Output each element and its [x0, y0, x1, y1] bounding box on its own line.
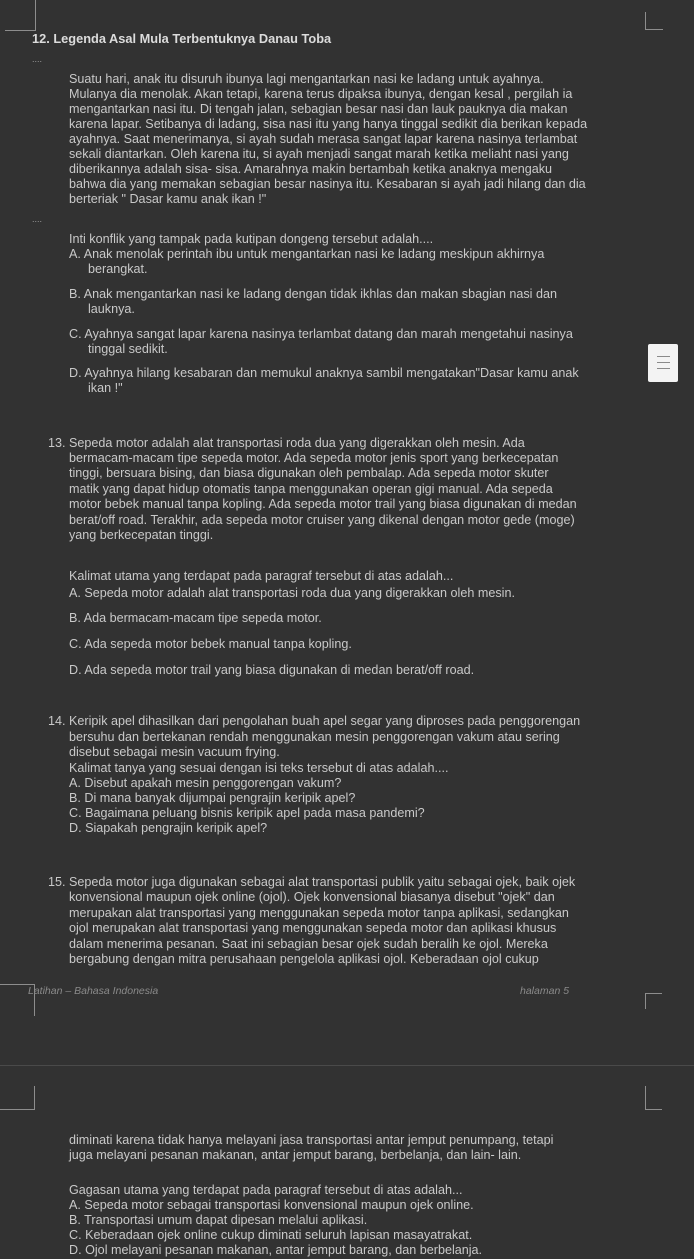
ellipsis: .... [32, 54, 43, 64]
passage-line: sekali diantarkan. Oleh karena itu, si ayah menjadi sangat marah ketika meliaht nasi yang [69, 147, 569, 161]
option-b: B. Transportasi umum dapat dipesan melalui aplikasi. [69, 1213, 368, 1227]
passage-line: Mulanya dia menolak. Akan tetapi, karena terus dipaksa ibunya, dengan kesal , pergilah ia [69, 87, 573, 101]
passage-line: diberikannya adalah sisa- sisa. Amarahnya makin bertambah ketika anaknya mengaku [69, 162, 553, 176]
option-c-cont: tinggal sedikit. [88, 342, 168, 356]
option-c: C. Ada sepeda motor bebek manual tanpa kopling. [69, 637, 352, 651]
crop-mark [5, 0, 36, 31]
crop-mark [645, 1086, 662, 1110]
option-a: A. Disebut apakah mesin penggorengan vakum? [69, 776, 342, 790]
passage-line: berteriak " Dasar kamu anak ikan !" [69, 192, 267, 206]
passage-line: bersuhu dan bertekanan rendah menggunakan mesin penggorengan vakum atau sering [69, 730, 560, 744]
option-a: A. Anak menolak perintah ibu untuk mengantarkan nasi ke ladang meskipun akhirnya [69, 247, 545, 261]
hamburger-menu-icon [657, 356, 670, 357]
passage-line: bahwa dia yang memakan sebagian besar nasinya itu. Kesabaran si ayah jadi hilang dan dia [69, 177, 586, 191]
passage-line: 15. Sepeda motor juga digunakan sebagai alat transportasi publik yaitu sebagai ojek, baik ojek [48, 875, 576, 889]
passage-line: Suatu hari, anak itu disuruh ibunya lagi mengantarkan nasi ke ladang untuk ayahnya. [69, 72, 544, 86]
option-b: B. Anak mengantarkan nasi ke ladang dengan tidak ikhlas dan makan sbagian nasi dan [69, 287, 557, 301]
option-d: D. Siapakah pengrajin keripik apel? [69, 821, 268, 835]
option-b: B. Di mana banyak dijumpai pengrajin keripik apel? [69, 791, 356, 805]
option-c: C. Ayahnya sangat lapar karena nasinya terlambat datang dan marah mengetahui nasinya [69, 327, 573, 341]
passage-continuation: juga melayani pesanan makanan, antar jemput barang, berbelanja, dan lain- lain. [69, 1148, 522, 1162]
passage-line: motor bebek manual tanpa kopling. Ada sepeda motor trail yang biasa digunakan di medan [69, 497, 577, 511]
passage-line: karena lapar. Setibanya di ladang, sisa nasi itu yang hanya tinggal sedikit dia berikan kepada [69, 117, 588, 131]
passage-line: konvensional maupun ojek online (ojol). Ojek konvensional biasanya disebut "ojek" dan [69, 890, 555, 904]
option-c: C. Keberadaan ojek online cukup diminati seluruh lapisan masayatrakat. [69, 1228, 473, 1242]
option-d: D. Ayahnya hilang kesabaran dan memukul anaknya sambil mengatakan"Dasar kamu anak [69, 366, 579, 380]
passage-line: tinggi, bersuara bising, dan biasa digunakan oleh pembalap. Ada sepeda motor skuter [69, 466, 549, 480]
option-a-cont: berangkat. [88, 262, 148, 276]
passage-line: ojol merupakan alat transportasi yang menggunakan sepeda motor dan aplikasi khusus [69, 921, 557, 935]
passage-line: berat/off road. Terakhir, ada sepeda motor cruiser yang dikenal dengan motor gede (moge) [69, 513, 575, 527]
crop-mark [645, 12, 663, 30]
ellipsis: .... [32, 214, 43, 224]
option-b-cont: lauknya. [88, 302, 135, 316]
option-a: A. Sepeda motor adalah alat transportasi roda dua yang digerakkan oleh mesin. [69, 586, 515, 600]
passage-continuation: diminati karena tidak hanya melayani jasa transportasi antar jemput penumpang, tetapi [69, 1133, 554, 1147]
question-12-prompt: Inti konflik yang tampak pada kutipan dongeng tersebut adalah.... [69, 232, 434, 246]
option-c: C. Bagaimana peluang bisnis keripik apel pada masa pandemi? [69, 806, 425, 820]
passage-line: bergabung dengan mitra perusahaan pengelola aplikasi ojol. Keberadaan ojol cukup [69, 952, 539, 966]
passage-line: ayahnya. Saat menerimanya, si ayah sudah merasa sangat lapar karena nasinya terlambat [69, 132, 578, 146]
option-d: D. Ojol melayani pesanan makanan, antar jemput barang, dan berbelanja. [69, 1243, 483, 1257]
question-13-prompt: Kalimat utama yang terdapat pada paragraf tersebut di atas adalah... [69, 569, 454, 583]
option-d-cont: ikan !" [88, 381, 123, 395]
option-b: B. Ada bermacam-macam tipe sepeda motor. [69, 611, 322, 625]
question-12-title: 12. Legenda Asal Mula Terbentuknya Danau Toba [32, 31, 332, 46]
passage-line: dalam menerima pesanan. Saat ini sebagian besar ojek sudah beralih ke ojol. Mereka [69, 937, 548, 951]
passage-line: matik yang dapat hidup otomatis tanpa menggunakan operan gigi manual. Ada sepeda [69, 482, 553, 496]
passage-line: 13. Sepeda motor adalah alat transportasi roda dua yang digerakkan oleh mesin. Ada [48, 436, 525, 450]
hamburger-menu-icon [657, 368, 670, 369]
passage-line: yang berkecepatan tinggi. [69, 528, 214, 542]
page-separator [0, 1065, 694, 1066]
crop-mark [645, 993, 662, 1009]
passage-line: disebut sebagai mesin vacuum frying. [69, 745, 280, 759]
footer-subject: Latihan – Bahasa Indonesia [28, 985, 159, 997]
crop-mark [0, 1086, 35, 1110]
passage-line: merupakan alat transportasi yang menggunakan sepeda motor tanpa aplikasi, sedangkan [69, 906, 569, 920]
question-14-prompt: Kalimat tanya yang sesuai dengan isi teks tersebut di atas adalah.... [69, 761, 449, 775]
question-15-prompt: Gagasan utama yang terdapat pada paragraf tersebut di atas adalah... [69, 1183, 463, 1197]
passage-line: 14. Keripik apel dihasilkan dari pengolahan buah apel segar yang diproses pada penggorengan [48, 714, 581, 728]
passage-line: bermacam-macam tipe sepeda motor. Ada sepeda motor jenis sport yang berkecepatan [69, 451, 559, 465]
hamburger-menu-icon [657, 362, 670, 363]
passage-line: mengantarkan nasi itu. Di tengah jalan, sebagian besar nasi dan lauk pauknya dia makan [69, 102, 568, 116]
option-d: D. Ada sepeda motor trail yang biasa digunakan di medan berat/off road. [69, 663, 475, 677]
menu-button[interactable] [648, 344, 678, 382]
option-a: A. Sepeda motor sebagai transportasi konvensional maupun ojek online. [69, 1198, 474, 1212]
footer-page-number: halaman 5 [520, 985, 570, 997]
